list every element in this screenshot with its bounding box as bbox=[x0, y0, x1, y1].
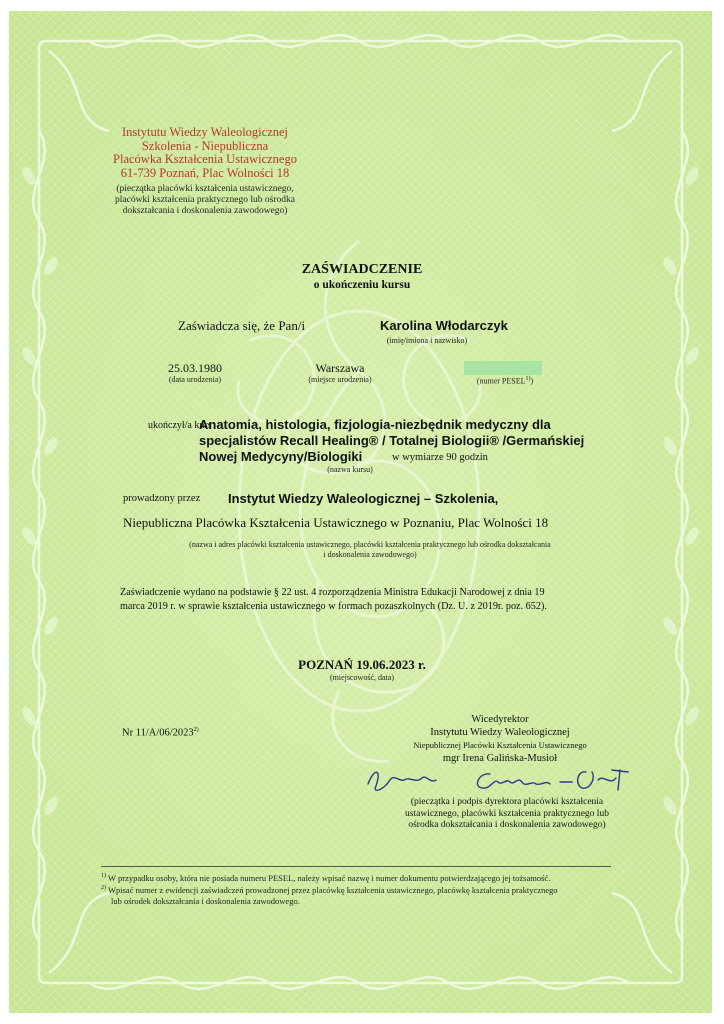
institution-caption-line-2: i doskonalenia zawodowego) bbox=[323, 550, 417, 559]
legal-basis-line-2: marca 2019 r. w sprawie kształcenia ustawicznego w formach pozaszkolnych (Dz. U. z 2019r. poz. 652). bbox=[120, 601, 547, 612]
course-hours: w wymiarze 90 godzin bbox=[392, 452, 488, 463]
pesel-caption: (numer PESEL$^{1)}$) bbox=[476, 376, 534, 386]
institution-caption-line-1: (nazwa i adres placówki kształcenia ustawicznego, placówki kształcenia praktycznego lub ośrodka dokształcania bbox=[189, 540, 551, 549]
course-line-3: Nowej Medycyny/Biologiki bbox=[199, 449, 363, 464]
pesel-redacted-field bbox=[464, 361, 542, 375]
person-name-caption: (imię/imiona i nazwisko) bbox=[386, 336, 468, 345]
stamp-line-3: Placówka Kształcenia Ustawicznego bbox=[113, 152, 297, 166]
signature-caption bbox=[392, 797, 622, 832]
course-line-1: Anatomia, histologia, fizjologia-niezbędnik medyczny dla bbox=[199, 417, 551, 432]
certificate-title: ZAŚWIADCZENIE bbox=[301, 262, 423, 277]
person-name: Karolina Włodarczyk bbox=[380, 318, 508, 333]
certificate-subtitle: o ukończeniu kursu bbox=[313, 279, 411, 291]
stamp-line-4: 61-739 Poznań, Plac Wolności 18 bbox=[120, 165, 290, 180]
legal-basis bbox=[120, 586, 620, 614]
conducted-label: prowadzony przez bbox=[123, 493, 201, 504]
stamp-line-1: Instytutu Wiedzy Waleologicznej bbox=[121, 125, 289, 139]
signature-caption-line-1: (pieczątka i podpis dyrektora placówki kształcenia bbox=[410, 797, 604, 807]
footnote-1: $^{1)}$ W przypadku osoby, która nie posiada numeru PESEL, należy wpisać nazwę i numer dokumentu potwierdzającego jej tożsamość. bbox=[101, 872, 551, 883]
stamp-caption-line-3: dokształcania i doskonalenia zawodowego) bbox=[122, 206, 288, 216]
signature-caption-line-2: ustawicznego, placówki kształcenia praktycznego lub bbox=[405, 808, 609, 819]
signatory-line-4: mgr Irena Galińska-Musioł bbox=[442, 753, 558, 764]
footnote-2-continued: lub ośrodek dokształcania i doskonalenia zawodowego. bbox=[111, 895, 300, 906]
certificate-number: Nr 11/A/06/2023$^{2)}$ bbox=[122, 727, 199, 739]
birth-date: 25.03.1980 bbox=[168, 361, 222, 375]
birth-place-caption: (miejsce urodzenia) bbox=[308, 375, 372, 384]
institution-caption bbox=[140, 540, 600, 560]
certifies-label: Zaświadcza się, że Pan/i bbox=[178, 318, 306, 333]
institution-stamp bbox=[80, 126, 330, 180]
handwritten-signature bbox=[360, 760, 640, 800]
birth-date-caption: (data urodzenia) bbox=[168, 375, 222, 384]
stamp-line-2: Szkolenia - Niepubliczna bbox=[141, 138, 269, 153]
signatory-line-3: Niepublicznej Placówki Kształcenia Ustawicznego bbox=[413, 740, 587, 750]
footnote-2: $^{2)}$ Wpisać numer z ewidencji zaświadczeń prowadzonej przez placówkę kształcenia ustawicznego, placówkę kształcenia praktycznego bbox=[101, 885, 558, 896]
place-date: POZNAŃ 19.06.2023 r. bbox=[298, 657, 426, 672]
institution-line-1: Instytut Wiedzy Waleologicznej – Szkolenia, bbox=[228, 491, 499, 506]
course-caption: (nazwa kursu) bbox=[327, 465, 373, 474]
stamp-caption-line-1: (pieczątka placówki kształcenia ustawicznego, bbox=[116, 184, 294, 194]
institution-line-2: Niepubliczna Placówka Kształcenia Ustawicznego w Poznaniu, Plac Wolności 18 bbox=[123, 515, 549, 530]
signatory-line-1: Wicedyrektor bbox=[471, 714, 529, 725]
course-line-2: specjalistów Recall Healing® / Totalnej Biologii® /Germańskiej bbox=[199, 433, 585, 448]
stamp-caption bbox=[80, 184, 330, 217]
legal-basis-line-1: Zaświadczenie wydano na podstawie § 22 ust. 4 rozporządzenia Ministra Edukacji Narodowej z dnia 19 bbox=[120, 587, 545, 598]
footnotes bbox=[101, 871, 621, 906]
signatory-block bbox=[400, 713, 600, 765]
signature-caption-line-3: ośrodka dokształcania i doskonalenia zawodowego) bbox=[408, 820, 606, 830]
stamp-caption-line-2: placówki kształcenia praktycznego lub ośrodka bbox=[115, 195, 295, 205]
footnote-divider bbox=[101, 866, 611, 867]
birth-place: Warszawa bbox=[315, 361, 365, 375]
place-date-caption: (miejscowość, data) bbox=[330, 673, 394, 682]
completed-label: ukończył/a kurs bbox=[148, 420, 212, 431]
signatory-line-2: Instytutu Wiedzy Waleologicznej bbox=[430, 727, 570, 738]
